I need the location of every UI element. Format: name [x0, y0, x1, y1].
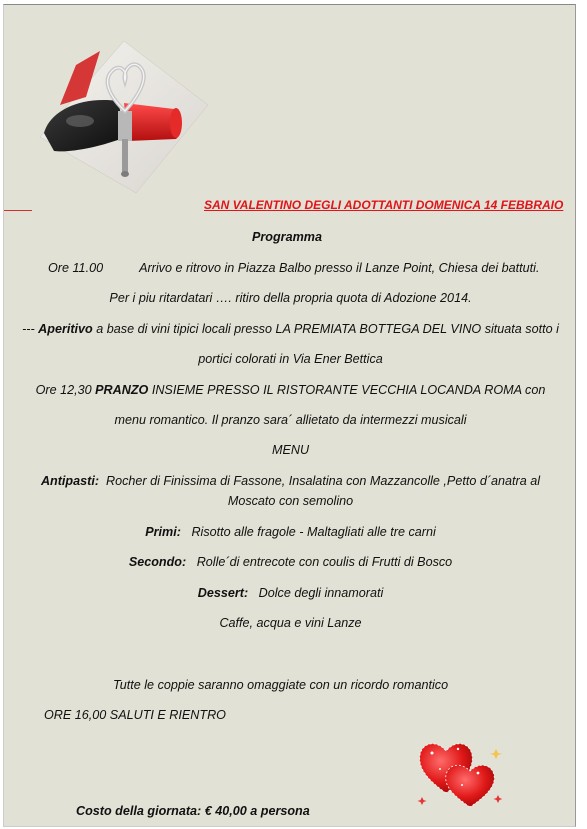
arrival-time: Ore 11.00 [48, 261, 104, 275]
end-line: ORE 16,00 SALUTI E RIENTRO [44, 708, 226, 722]
aperitivo-label: Aperitivo [38, 322, 93, 336]
antipasti-line-2: Moscato con semolino [227, 494, 354, 508]
dessert-line: Dessert: Dolce degli innamorati [197, 586, 384, 600]
lunch-line: Ore 12,30 PRANZO INSIEME PRESSO IL RISTORANTE VECCHIA LOCANDA ROMA con [35, 383, 546, 397]
secondo-label: Secondo: [128, 555, 187, 569]
secondo-line: Secondo: Rolle´di entrecote con coulis di Frutti di Bosco [128, 555, 453, 569]
aperitivo-line-2: portici colorati in Via Ener Bettica [198, 352, 383, 366]
primi-line: Primi: Risotto alle fragole - Maltagliati alle tre carni [145, 525, 436, 539]
programma-heading: Programma [252, 230, 322, 244]
arrival-line [48, 261, 539, 275]
arrival-text: Arrivo e ritrovo in Piazza Balbo presso il Lanze Point, Chiesa dei battuti. [139, 261, 540, 275]
antipasti-line: Antipasti: Rocher di Finissima di Fassone, Insalatina con Mazzancolle ,Petto d´anatra al [40, 474, 541, 488]
lunch-line-2: menu romantico. Il pranzo sara´ allietato da intermezzi musicali [114, 413, 467, 427]
heart-wine-stopper-photo [40, 41, 208, 193]
red-margin-rule [4, 210, 32, 211]
aperitivo-line: --- Aperitivo a base di vini tipici locali presso LA PREMIATA BOTTEGA DEL VINO situata sotto i [22, 322, 559, 336]
event-title: SAN VALENTINO DEGLI ADOTTANTI DOMENICA 14 FEBBRAIO [204, 198, 564, 212]
primi-label: Primi: [145, 525, 181, 539]
flyer-page [3, 4, 576, 827]
menu-heading: MENU [271, 443, 310, 457]
cost-line: Costo della giornata: € 40,00 a persona [76, 804, 310, 818]
antipasti-label: Antipasti: [40, 474, 100, 488]
gift-line: Tutte le coppie saranno omaggiate con un ricordo romantico [113, 678, 449, 692]
lunch-label: PRANZO [95, 383, 149, 397]
late-note: Per i piu ritardatari …. ritiro della propria quota di Adozione 2014. [109, 291, 472, 305]
dessert-label: Dessert: [197, 586, 249, 600]
glitter-hearts-icon [416, 735, 502, 809]
drinks-line: Caffe, acqua e vini Lanze [219, 616, 362, 630]
